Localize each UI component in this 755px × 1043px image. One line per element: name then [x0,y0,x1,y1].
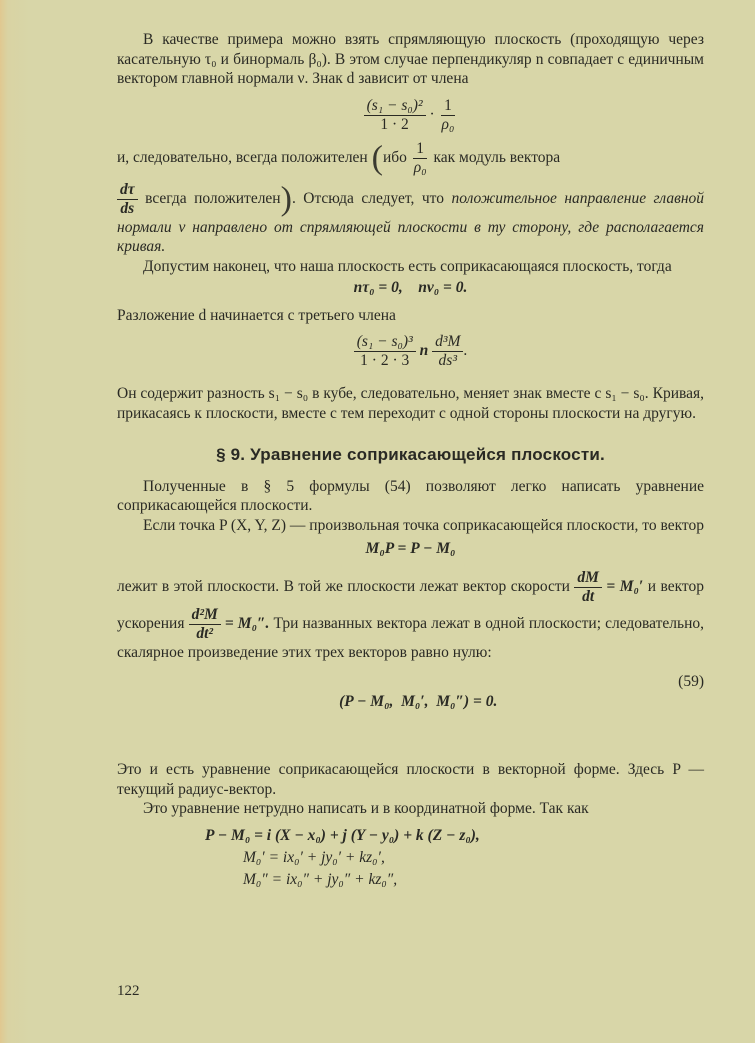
paragraph-6: Полученные в § 5 формулы (54) позволяют легко написать уравнение соприкасающейся плоскости. [117,477,704,514]
formula-2: nτ₀ = 0, nν₀ = 0. [353,279,468,296]
acceleration-fraction: $\frac{\text{d²M}}{\text{dt²}}$ [189,606,221,643]
velocity-fraction: $\frac{dM}{dt}$ [574,569,602,606]
paragraph-3: Допустим наконец, что наша плоскость есть соприкасающаяся плоскость, тогда [143,257,672,275]
equation-number: (59) [678,673,704,690]
formula-1-fraction: $\frac{\text{(s₁ − s₀)²}}{1 \cdot 2}$ [364,97,426,134]
open-paren: ( [371,139,383,176]
paragraph-9: Это и есть уравнение соприкасающейся плоскости в векторной форме. Здесь P — текущий радиус-вектор. [117,761,704,798]
paren-fraction: $\frac{1}{\text{ρ₀}}$ [413,139,427,176]
paragraph-1: В качестве примера можно взять спрямляющую плоскость (проходящую через касательную τ₀ и бинормаль β₀). В этом случае перпендикуляр n совпадает с единичным вектором главной нормали ν. Знак d зависит от члена [117,31,704,87]
system-line-1: P − M₀ = i (X − x₀) + j (Y − y₀) + k (Z − z₀), [205,826,480,844]
close-paren: ) [280,180,292,217]
formula-3: $\frac{\text{(s₁ − s₀)³}}{1 \cdot 2 \cdot 3}$ n $\frac{\text{d³M}}{\text{ds³}}$ . [117,333,704,370]
paragraph-10: Это уравнение нетрудно написать и в координатной форме. Так как [143,800,589,817]
paragraph-8: лежит в этой плоскости. В той же плоскости лежат вектор скорости $\frac{dM}{dt}$ = M₀′ и вектор ускорения $\frac{\text{d²M}}{\text{dt²}}$ = M₀″. Три названных вектора лежат в одной плоскости; следовательно, скалярное произведение этих трех векторов равно нулю: [117,568,704,661]
paragraph-5: Он содержит разность s₁ − s₀ в кубе, следовательно, меняет знак вместе с s₁ − s₀. Кривая, прикасаясь к плоскости, вместе с тем переходит с одной стороны плоскости на другую. [117,385,704,422]
page-body [117,30,704,891]
paragraph-7: Если точка P (X, Y, Z) — произвольная точка соприкасающейся плоскости, то вектор [143,516,704,534]
coordinate-system [205,825,704,891]
paragraph-2-cont: $\frac{d\tau}{ds}$ всегда положителен). Отсюда следует, что положительное направление главной нормали ν направлено от спрямляющей плоскости в ту сторону, где располагается кривая. [117,180,705,255]
section-heading: § 9. Уравнение соприкасающейся плоскости. [216,445,605,464]
system-line-3: M₀″ = ix₀″ + jy₀″ + kz₀″, [243,870,398,888]
paragraph-4: Разложение d начинается с третьего члена [117,306,396,324]
formula-4: M₀P = P − M₀ [365,540,456,557]
system-line-2: M₀′ = ix₀′ + jy₀′ + kz₀′, [243,848,385,866]
dtau-fraction: $\frac{d\tau}{ds}$ [117,181,138,218]
page-number: 122 [117,983,140,999]
formula-5: (P − M₀, M₀′, M₀″) = 0. (59) [339,673,704,710]
formula-1-factor: $\frac{1}{\text{ρ₀}}$ [441,96,455,133]
paragraph-2: и, следовательно, всегда положителен (ибо $\frac{1}{\text{ρ₀}}$ как модуль вектора [117,139,561,176]
formula-1: $\frac{\text{(s₁ − s₀)²}}{1 \cdot 2}$ · $\frac{1}{\text{ρ₀}}$ [117,97,704,134]
